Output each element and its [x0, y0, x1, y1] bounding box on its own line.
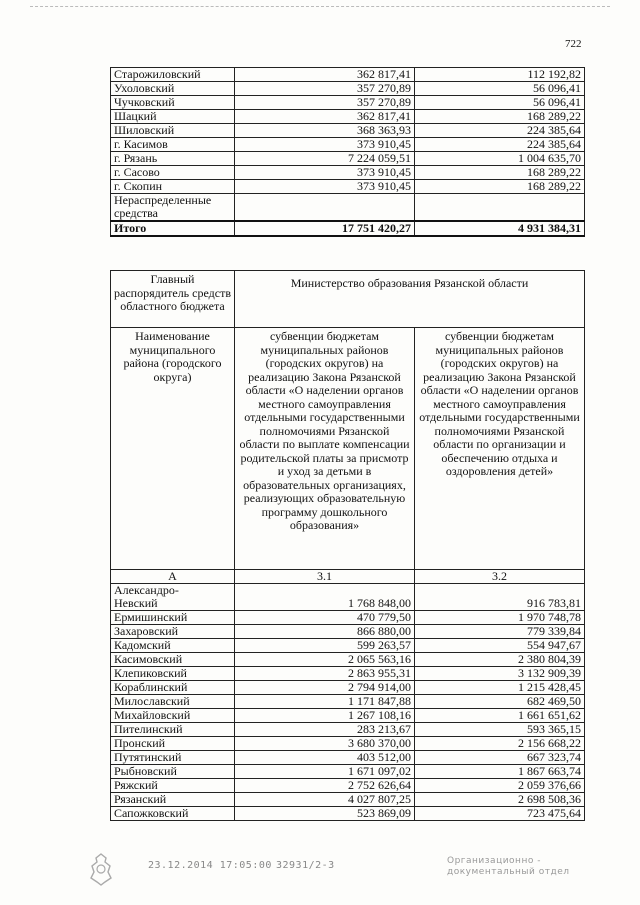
row-value-3-2: 667 323,74 — [415, 751, 585, 765]
row-name: Пронский — [111, 737, 235, 751]
row-value-1: 362 817,41 — [235, 68, 415, 82]
row-value-3-2: 2 156 668,22 — [415, 737, 585, 751]
row-name: Захаровский — [111, 625, 235, 639]
row-name: Шиловский — [111, 124, 235, 138]
row-name: Путятинский — [111, 751, 235, 765]
row-name: Касимовский — [111, 653, 235, 667]
table-row — [111, 723, 585, 737]
footer-department-note — [447, 856, 569, 878]
row-name: Шацкий — [111, 110, 235, 124]
footer-document-id: 32931/2-3 — [276, 860, 335, 871]
row-value-3-1: 283 213,67 — [235, 723, 415, 737]
table-row — [111, 695, 585, 709]
unallocated-value-2 — [415, 194, 585, 222]
scan-top-line — [30, 6, 610, 7]
row-name: г. Касимов — [111, 138, 235, 152]
row-value-3-1: 4 027 807,25 — [235, 793, 415, 807]
total-row — [111, 221, 585, 236]
row-value-3-1: 2 863 955,31 — [235, 667, 415, 681]
row-name: Рязанский — [111, 793, 235, 807]
table-row — [111, 751, 585, 765]
row-value-3-2: 723 475,64 — [415, 807, 585, 821]
table-row — [111, 737, 585, 751]
page-number: 722 — [565, 38, 582, 50]
table-row — [111, 584, 585, 611]
row-name: Сапожковский — [111, 807, 235, 821]
header-ministry: Министерство образования Рязанской области — [235, 271, 585, 328]
row-value-3-1: 2 794 914,00 — [235, 681, 415, 695]
table-row — [111, 138, 585, 152]
row-value-3-2: 779 339,84 — [415, 625, 585, 639]
row-name: Рыбновский — [111, 765, 235, 779]
row-name-line2: Невский — [114, 596, 158, 610]
row-value-3-2: 554 947,67 — [415, 639, 585, 653]
header-column-3-2: субвенции бюджетам муниципальных районов (городских округов) на реализацию Закона Рязанской области «О наделении органов местного самоуправления отдельными государственными полномочиями Рязанской области по организации и обеспечению отдыха и оздоровления детей» — [415, 328, 585, 570]
footer-timestamp: 23.12.2014 17:05:00 — [148, 860, 272, 871]
row-value-3-2: 3 132 909,39 — [415, 667, 585, 681]
table-row — [111, 779, 585, 793]
table-row — [111, 110, 585, 124]
table-row — [111, 709, 585, 723]
table-row — [111, 681, 585, 695]
row-value-1: 357 270,89 — [235, 96, 415, 110]
table-row — [111, 793, 585, 807]
row-name: Кораблинский — [111, 681, 235, 695]
header-row-columns — [111, 328, 585, 570]
row-value-2: 1 004 635,70 — [415, 152, 585, 166]
unallocated-line2: средства — [114, 206, 159, 220]
row-name: Михайловский — [111, 709, 235, 723]
unallocated-row — [111, 194, 585, 222]
row-value-3-1: 2 752 626,64 — [235, 779, 415, 793]
footer-note-line2: документальный отдел — [447, 867, 570, 877]
header-column-3-1: субвенции бюджетам муниципальных районов (городских округов) на реализацию Закона Рязанской области «О наделении органов местного самоуправления отдельными государственными полномочиями Рязанской области по выплате компенсации родительской платы за присмотр и уход за детьми в образовательных организациях, реализующих образовательную программу дошкольного образования» — [235, 328, 415, 570]
emblem-icon — [88, 852, 114, 886]
row-name — [111, 584, 235, 611]
footer-note-line1: Организационно - — [447, 856, 541, 866]
header-administrator-label: Главный распорядитель средств областного бюджета — [111, 271, 235, 328]
row-value-1: 373 910,45 — [235, 166, 415, 180]
row-value-3-2: 1 970 748,78 — [415, 611, 585, 625]
row-name: г. Сасово — [111, 166, 235, 180]
row-value-2: 168 289,22 — [415, 180, 585, 194]
table-row — [111, 611, 585, 625]
row-value-1: 373 910,45 — [235, 180, 415, 194]
row-value-3-1: 2 065 563,16 — [235, 653, 415, 667]
allocation-table-continued — [110, 67, 585, 237]
unallocated-line1: Нераспределенные — [114, 193, 212, 207]
row-value-2: 112 192,82 — [415, 68, 585, 82]
row-name: Ермишинский — [111, 611, 235, 625]
row-name: г. Скопин — [111, 180, 235, 194]
row-name: г. Рязань — [111, 152, 235, 166]
row-name-line1: Александро- — [114, 583, 179, 597]
row-value-2: 168 289,22 — [415, 166, 585, 180]
row-name: Пителинский — [111, 723, 235, 737]
index-3-1: 3.1 — [235, 570, 415, 584]
row-value-3-1: 1 768 848,00 — [235, 584, 415, 611]
row-value-1: 373 910,45 — [235, 138, 415, 152]
row-value-3-1: 1 267 108,16 — [235, 709, 415, 723]
table-row — [111, 124, 585, 138]
subventions-table — [110, 270, 585, 821]
row-value-1: 362 817,41 — [235, 110, 415, 124]
row-name: Кадомский — [111, 639, 235, 653]
row-value-2: 56 096,41 — [415, 96, 585, 110]
row-value-3-1: 1 671 097,02 — [235, 765, 415, 779]
table-row — [111, 166, 585, 180]
table-row — [111, 667, 585, 681]
row-name: Старожиловский — [111, 68, 235, 82]
total-value-2: 4 931 384,31 — [415, 221, 585, 236]
table-row — [111, 68, 585, 82]
table-row — [111, 625, 585, 639]
row-value-3-1: 3 680 370,00 — [235, 737, 415, 751]
header-row-administrator — [111, 271, 585, 328]
row-value-3-2: 2 059 376,66 — [415, 779, 585, 793]
header-municipality-name: Наименование муниципального района (городского округа) — [111, 328, 235, 570]
table-row — [111, 765, 585, 779]
row-value-1: 368 363,93 — [235, 124, 415, 138]
index-3-2: 3.2 — [415, 570, 585, 584]
table-row — [111, 807, 585, 821]
row-value-2: 56 096,41 — [415, 82, 585, 96]
index-a: А — [111, 570, 235, 584]
row-value-3-2: 2 698 508,36 — [415, 793, 585, 807]
table-row — [111, 180, 585, 194]
row-value-3-2: 593 365,15 — [415, 723, 585, 737]
row-value-1: 357 270,89 — [235, 82, 415, 96]
row-value-2: 168 289,22 — [415, 110, 585, 124]
table-row — [111, 82, 585, 96]
index-row — [111, 570, 585, 584]
unallocated-value-1 — [235, 194, 415, 222]
row-value-1: 7 224 059,51 — [235, 152, 415, 166]
row-name: Ухоловский — [111, 82, 235, 96]
total-value-1: 17 751 420,27 — [235, 221, 415, 236]
row-value-3-1: 523 869,09 — [235, 807, 415, 821]
row-value-3-2: 1 867 663,74 — [415, 765, 585, 779]
row-value-3-2: 2 380 804,39 — [415, 653, 585, 667]
row-value-2: 224 385,64 — [415, 124, 585, 138]
row-value-3-1: 866 880,00 — [235, 625, 415, 639]
row-value-3-1: 403 512,00 — [235, 751, 415, 765]
row-value-3-2: 682 469,50 — [415, 695, 585, 709]
table-row — [111, 639, 585, 653]
table-row — [111, 653, 585, 667]
row-value-3-1: 470 779,50 — [235, 611, 415, 625]
row-name: Чучковский — [111, 96, 235, 110]
row-name: Милославский — [111, 695, 235, 709]
row-name: Ряжский — [111, 779, 235, 793]
row-value-3-1: 1 171 847,88 — [235, 695, 415, 709]
row-value-2: 224 385,64 — [415, 138, 585, 152]
table-row — [111, 152, 585, 166]
total-label: Итого — [111, 221, 235, 236]
row-value-3-2: 1 215 428,45 — [415, 681, 585, 695]
unallocated-label — [111, 194, 235, 222]
row-value-3-1: 599 263,57 — [235, 639, 415, 653]
row-value-3-2: 916 783,81 — [415, 584, 585, 611]
table-row — [111, 96, 585, 110]
row-value-3-2: 1 661 651,62 — [415, 709, 585, 723]
row-name: Клепиковский — [111, 667, 235, 681]
